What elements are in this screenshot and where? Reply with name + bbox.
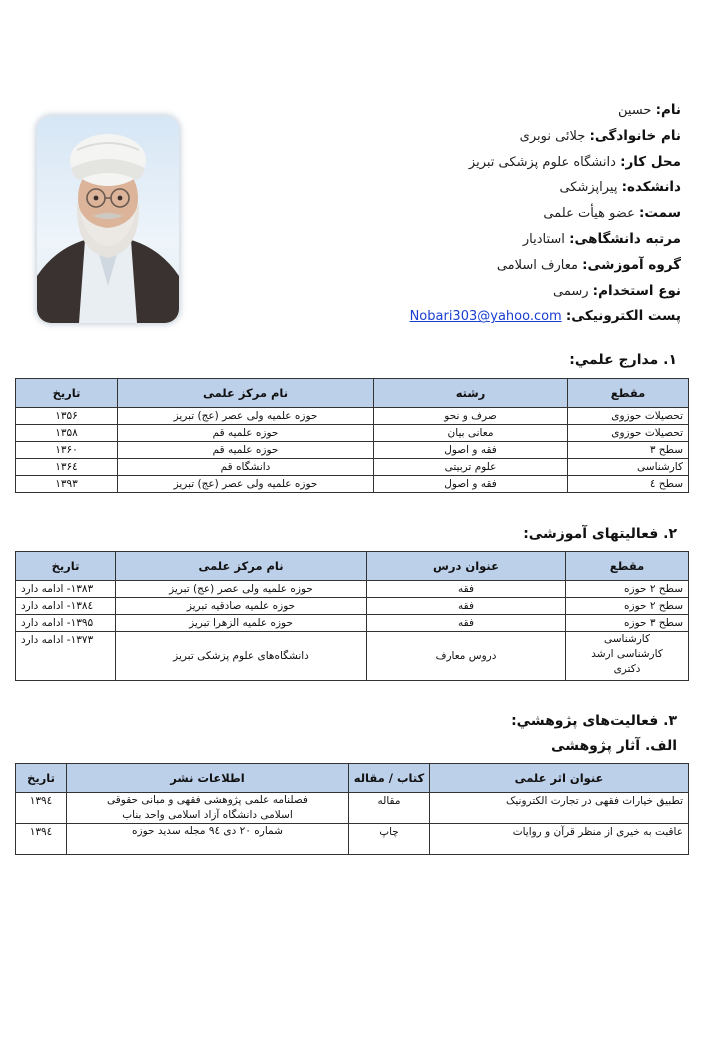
center-cell: حوزه علمیه الزهرا تبریز — [116, 615, 367, 632]
table-row — [16, 581, 689, 598]
profile-value: حسین — [617, 103, 652, 118]
profile-label: دانشکده: — [621, 179, 681, 196]
center-cell: دانشگاه‌های علوم پزشکی تبریز — [116, 632, 367, 681]
level-cell: سطح ۳ حوزه — [566, 615, 689, 632]
course-cell: فقه — [367, 615, 566, 632]
field-cell: فقه و اصول — [374, 476, 568, 493]
profile-row-email — [351, 304, 681, 330]
type-cell: چاپ — [349, 824, 430, 855]
profile-value: معارف اسلامی — [496, 257, 578, 273]
profile-label: محل کار: — [620, 153, 681, 170]
publication-line: فصلنامه علمی پژوهشی فقهی و مبانی حقوقی — [107, 794, 308, 806]
profile-label: گروه آموزشی: — [582, 256, 681, 273]
table-header-cell: تاریخ — [16, 552, 116, 581]
level-cell — [566, 632, 689, 681]
level-line: کارشناسی ارشد — [591, 648, 663, 660]
table-header-cell: کتاب / مقاله — [349, 764, 430, 793]
profile-value: رسمی — [553, 283, 589, 299]
date-cell: ۱۳۵۶ — [16, 408, 118, 425]
course-cell: فقه — [367, 598, 566, 615]
table-row — [16, 442, 689, 459]
profile-row — [351, 98, 681, 124]
table-header-cell: عنوان درس — [367, 552, 566, 581]
publication-cell — [67, 793, 349, 824]
publication-line: شماره ۲۰ دی ۹٤ مجله سدید حوزه — [132, 825, 283, 837]
profile-info — [351, 98, 681, 330]
table-header-cell: عنوان اثر علمی — [430, 764, 689, 793]
profile-label: نوع استخدام: — [592, 282, 681, 299]
field-cell: صرف و نحو — [374, 408, 568, 425]
level-line: دکتری — [613, 663, 641, 675]
profile-value: عضو هیأت علمی — [543, 206, 635, 222]
research-subtitle: الف. آثار پژوهشی — [551, 738, 677, 754]
date-cell: ۱۳۸۳- ادامه دارد — [16, 581, 116, 598]
profile-row — [351, 175, 681, 201]
table-row — [16, 408, 689, 425]
table-row — [16, 824, 689, 855]
date-cell: ۱۳۷۳- ادامه دارد — [16, 632, 116, 681]
section-degrees-title: ۱. مدارج علمي: — [569, 352, 677, 368]
work-title-cell: عاقبت به خیری از منظر قرآن و روایات — [430, 824, 689, 855]
work-title-cell: تطبیق خیارات فقهی در تجارت الکترونیک — [430, 793, 689, 824]
field-cell: علوم تربیتی — [374, 459, 568, 476]
profile-value: جلائی نوبری — [519, 128, 586, 144]
center-cell: دانشگاه قم — [118, 459, 374, 476]
profile-label: نام خانوادگی: — [589, 127, 681, 144]
profile-value: استادیار — [522, 231, 565, 247]
date-cell: ۱۳۹٤ — [16, 793, 67, 824]
publication-line: اسلامی دانشگاه آزاد اسلامی واحد بناب — [122, 809, 293, 821]
date-cell: ۱۳۵۸ — [16, 425, 118, 442]
date-cell: ۱۳۹٤ — [16, 824, 67, 855]
center-cell: حوزه علمیه صادقیه تبریز — [116, 598, 367, 615]
research-table — [15, 763, 689, 855]
email-link[interactable]: Nobari303@yahoo.com — [409, 309, 562, 325]
profile-row — [351, 150, 681, 176]
table-row — [16, 425, 689, 442]
course-cell: فقه — [367, 581, 566, 598]
level-line: کارشناسی — [604, 633, 650, 645]
publication-cell — [67, 824, 349, 855]
profile-photo — [37, 116, 179, 323]
table-header-cell: رشته — [374, 379, 568, 408]
section-teaching-title: ۲. فعالیتهای آموزشی: — [523, 526, 677, 542]
table-row — [16, 459, 689, 476]
center-cell: حوزه علمیه ولی عصر (عج) تبریز — [118, 476, 374, 493]
level-cell: تحصیلات حوزوی — [568, 425, 689, 442]
field-cell: فقه و اصول — [374, 442, 568, 459]
table-header-cell: اطلاعات نشر — [67, 764, 349, 793]
table-header-cell: تاریخ — [16, 764, 67, 793]
type-cell: مقاله — [349, 793, 430, 824]
teaching-table — [15, 551, 689, 681]
level-cell: سطح ۳ — [568, 442, 689, 459]
level-cell: سطح ۲ حوزه — [566, 581, 689, 598]
table-row — [16, 615, 689, 632]
table-row — [16, 476, 689, 493]
table-header-cell: نام مرکز علمی — [116, 552, 367, 581]
level-cell: تحصیلات حوزوی — [568, 408, 689, 425]
table-row — [16, 598, 689, 615]
profile-value: پیراپزشکی — [559, 180, 618, 196]
profile-value: دانشگاه علوم پزشکی تبریز — [468, 154, 616, 170]
portrait-image — [37, 116, 179, 323]
table-header-cell: نام مرکز علمی — [118, 379, 374, 408]
date-cell: ۱۳۶٤ — [16, 459, 118, 476]
profile-row — [351, 279, 681, 305]
table-row — [16, 793, 689, 824]
center-cell: حوزه علمیه قم — [118, 425, 374, 442]
section-research-title: ۳. فعالیت‌های پژوهشي: — [511, 713, 677, 729]
email-label: پست الکترونیکی: — [565, 308, 681, 325]
table-row — [16, 632, 689, 681]
level-cell: کارشناسی — [568, 459, 689, 476]
profile-row — [351, 124, 681, 150]
date-cell: ۱۳۹۳ — [16, 476, 118, 493]
profile-label: مرتبه دانشگاهی: — [569, 230, 681, 247]
field-cell: معانی بیان — [374, 425, 568, 442]
course-cell: دروس معارف — [367, 632, 566, 681]
center-cell: حوزه علمیه قم — [118, 442, 374, 459]
date-cell: ۱۳۶۰ — [16, 442, 118, 459]
profile-label: سمت: — [638, 205, 681, 222]
table-header-cell: مقطع — [568, 379, 689, 408]
profile-row — [351, 201, 681, 227]
level-cell: سطح ۲ حوزه — [566, 598, 689, 615]
center-cell: حوزه علمیه ولی عصر (عج) تبریز — [118, 408, 374, 425]
profile-label: نام: — [655, 102, 681, 118]
table-header-cell: تاریخ — [16, 379, 118, 408]
date-cell: ۱۳۸٤- ادامه دارد — [16, 598, 116, 615]
level-cell: سطح ٤ — [568, 476, 689, 493]
profile-row — [351, 253, 681, 279]
center-cell: حوزه علمیه ولی عصر (عج) تبریز — [116, 581, 367, 598]
date-cell: ۱۳۹۵- ادامه دارد — [16, 615, 116, 632]
degrees-table — [15, 378, 689, 493]
profile-row — [351, 227, 681, 253]
table-header-cell: مقطع — [566, 552, 689, 581]
